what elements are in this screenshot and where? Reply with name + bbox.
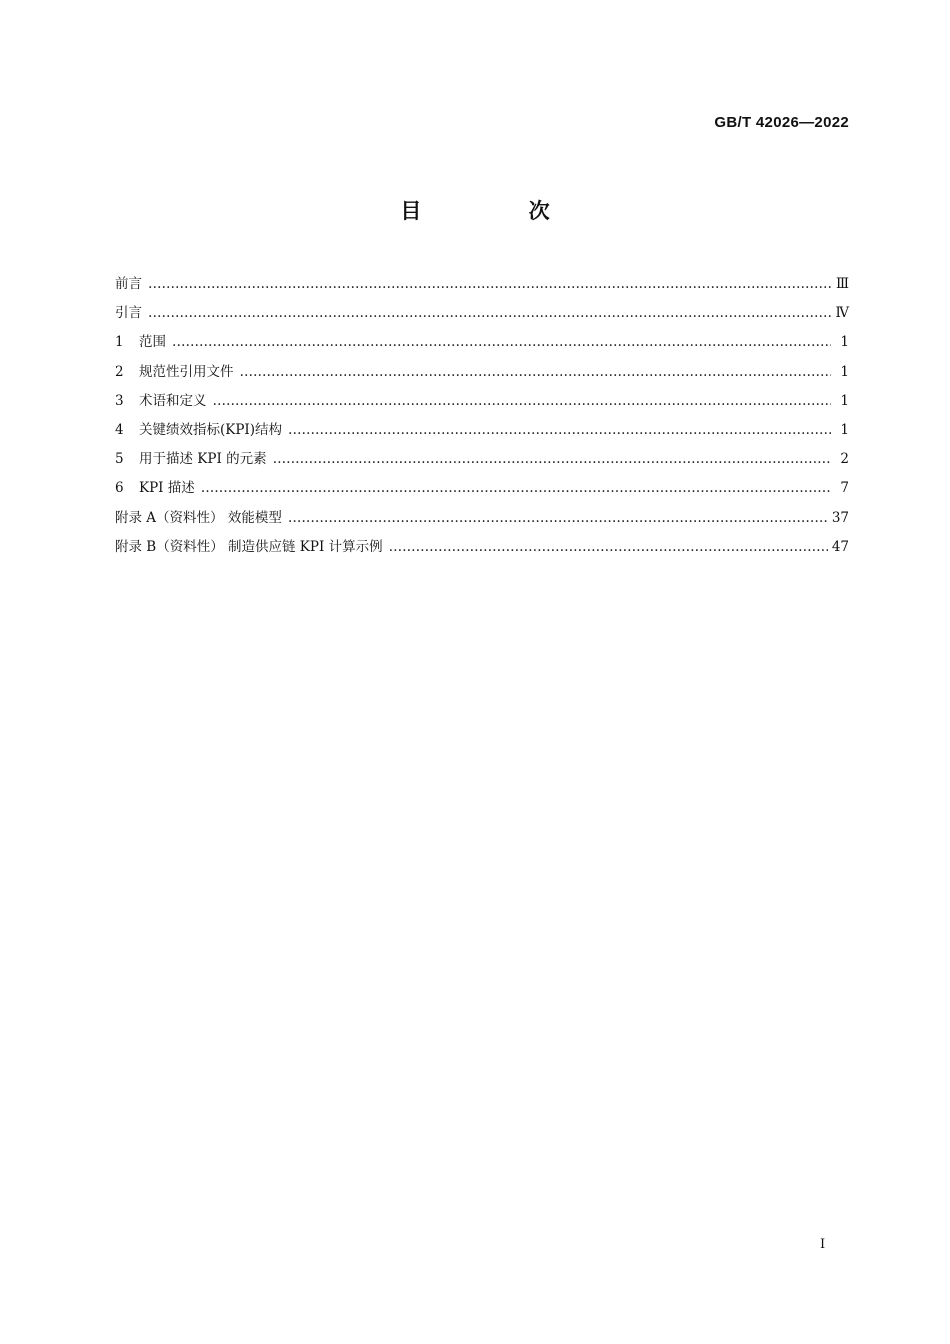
- toc-entry-scope[interactable]: [115, 330, 849, 359]
- toc-entry-normative-references[interactable]: [115, 360, 849, 389]
- toc-page: 7: [840, 480, 849, 497]
- toc-leader: [273, 451, 831, 467]
- toc-number: 5: [115, 451, 124, 468]
- toc-entry-kpi-structure[interactable]: [115, 418, 849, 447]
- toc-leader: [172, 334, 831, 350]
- toc-page: 1: [840, 421, 849, 438]
- toc-page: 2: [840, 451, 849, 468]
- toc-label: 引言: [115, 305, 142, 322]
- toc-label: 术语和定义: [139, 392, 207, 409]
- toc-page: Ⅲ: [835, 276, 849, 292]
- toc-page: 1: [840, 363, 849, 380]
- toc-label: 关键绩效指标(KPI)结构: [139, 421, 283, 438]
- toc-number: 4: [115, 421, 124, 438]
- toc-label: 用于描述 KPI 的元素: [139, 451, 267, 468]
- page-title: 目 次: [400, 199, 600, 223]
- toc-label: KPI 描述: [139, 480, 195, 497]
- toc-entry-kpi-description[interactable]: [115, 476, 849, 505]
- toc-number: 3: [115, 392, 124, 409]
- toc-label: 范围: [139, 334, 166, 351]
- toc-entry-terms-definitions[interactable]: [115, 389, 849, 418]
- toc-number: 2: [115, 363, 124, 380]
- toc-leader: [148, 305, 831, 321]
- toc-entry-annex-a[interactable]: [115, 506, 849, 535]
- toc-leader: [389, 539, 828, 555]
- toc-entry-annex-b[interactable]: [115, 535, 849, 564]
- table-of-contents: [115, 272, 849, 564]
- toc-leader: [288, 422, 831, 438]
- toc-entry-kpi-elements[interactable]: [115, 447, 849, 476]
- standard-code: GB/T 42026—2022: [714, 114, 849, 131]
- toc-label: 附录 A（资料性） 效能模型: [115, 509, 282, 526]
- toc-number: 6: [115, 480, 124, 497]
- toc-leader: [201, 480, 831, 496]
- toc-leader: [213, 393, 832, 409]
- toc-leader: [240, 364, 832, 380]
- page-number: I: [820, 1237, 826, 1252]
- toc-label: 规范性引用文件: [139, 363, 234, 380]
- toc-page: 47: [831, 538, 849, 555]
- toc-entry-foreword[interactable]: [115, 272, 849, 301]
- toc-label: 附录 B（资料性） 制造供应链 KPI 计算示例: [115, 538, 383, 555]
- toc-leader: [148, 276, 831, 292]
- toc-entry-introduction[interactable]: [115, 301, 849, 330]
- toc-page: 37: [831, 509, 849, 526]
- toc-label: 前言: [115, 276, 142, 292]
- toc-page: Ⅳ: [835, 305, 849, 322]
- toc-page: 1: [840, 392, 849, 409]
- toc-page: 1: [840, 334, 849, 351]
- toc-number: 1: [115, 334, 124, 351]
- toc-leader: [288, 510, 828, 526]
